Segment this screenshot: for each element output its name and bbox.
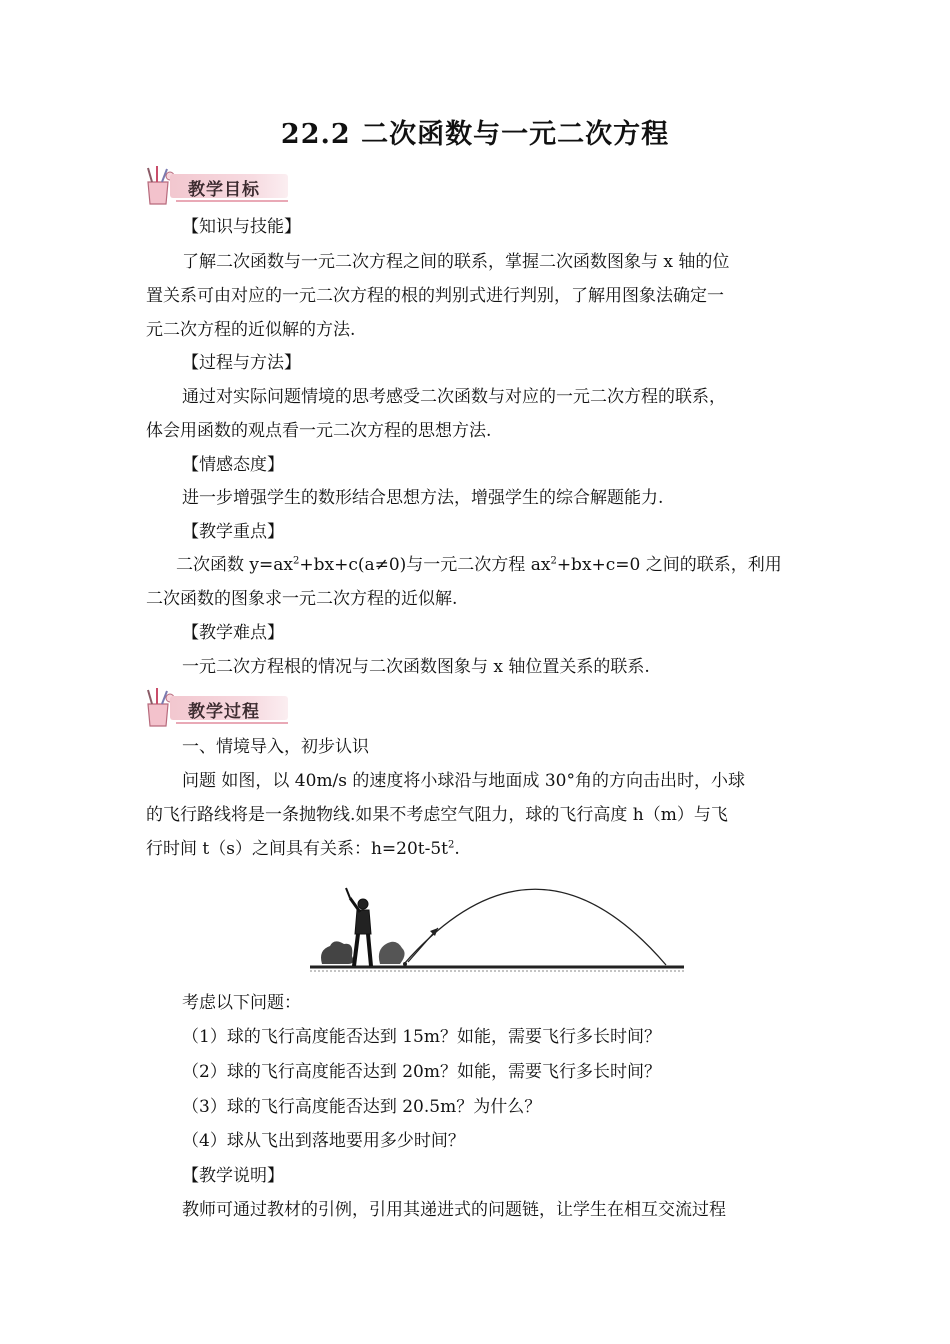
question-1: （1）球的飞行高度能否达到 15m？如能，需要飞行多长时间？ (182, 1027, 661, 1047)
keypoint-text-2: 二次函数的图象求一元二次方程的近似解. (146, 589, 458, 609)
keypoint-header: 【教学重点】 (182, 522, 284, 542)
problem-text-3: 行时间 t（s）之间具有关系：$h=20t-5t^2$. (146, 839, 460, 859)
knowledge-text-1: 了解二次函数与一元二次方程之间的联系，掌握二次函数图象与 x 轴的位 (182, 252, 730, 272)
process-header: 【过程与方法】 (182, 353, 301, 373)
knowledge-text-2: 置关系可由对应的一元二次方程的根的判别式进行判别，了解用图象法确定一 (146, 286, 724, 306)
golf-trajectory-figure (308, 876, 686, 982)
section-badge-goals (142, 164, 292, 208)
question-2: （2）球的飞行高度能否达到 20m？如能，需要飞行多长时间？ (182, 1062, 661, 1082)
consider-text: 考虑以下问题： (182, 993, 301, 1013)
question-3: （3）球的飞行高度能否达到 20.5m？为什么？ (182, 1097, 542, 1117)
ball-trajectory (404, 889, 666, 965)
process-text-1: 通过对实际问题情境的思考感受二次函数与对应的一元二次方程的联系， (182, 387, 726, 407)
badge-label: 教学目标 (188, 180, 260, 200)
section-badge-process (142, 686, 292, 730)
knowledge-header: 【知识与技能】 (182, 217, 301, 237)
bush-left (321, 941, 353, 964)
page-title: 22.2 二次函数与一元二次方程 (280, 119, 670, 150)
badge-label: 教学过程 (188, 702, 260, 722)
bush-right (379, 942, 405, 964)
problem-text-2: 的飞行路线将是一条抛物线.如果不考虑空气阻力，球的飞行高度 h（m）与飞 (146, 805, 728, 825)
problem-text-1: 问题 如图，以 40m/s 的速度将小球沿与地面成 30°角的方向击出时，小球 (182, 771, 745, 791)
keypoint-text-1: 二次函数 $y=ax^2+bx+c(a\ne 0)$与一元二次方程 $ax^2+bx+c=0$ 之间的联系，利用 (176, 555, 782, 575)
explain-text-1: 教师可通过教材的引例，引用其递进式的问题链，让学生在相互交流过程 (182, 1200, 726, 1220)
process-text-2: 体会用函数的观点看一元二次方程的思想方法. (146, 421, 492, 441)
emotion-text-1: 进一步增强学生的数形结合思想方法，增强学生的综合解题能力. (182, 488, 664, 508)
difficulty-text-1: 一元二次方程根的情况与二次函数图象与 x 轴位置关系的联系. (182, 657, 650, 677)
intro-header: 一、情境导入，初步认识 (182, 737, 369, 757)
ball (403, 962, 407, 966)
question-4: （4）球从飞出到落地要用多少时间？ (182, 1131, 465, 1151)
explain-header: 【教学说明】 (182, 1166, 284, 1186)
knowledge-text-3: 元二次方程的近似解的方法. (146, 320, 356, 340)
emotion-header: 【情感态度】 (182, 455, 284, 475)
difficulty-header: 【教学难点】 (182, 623, 284, 643)
